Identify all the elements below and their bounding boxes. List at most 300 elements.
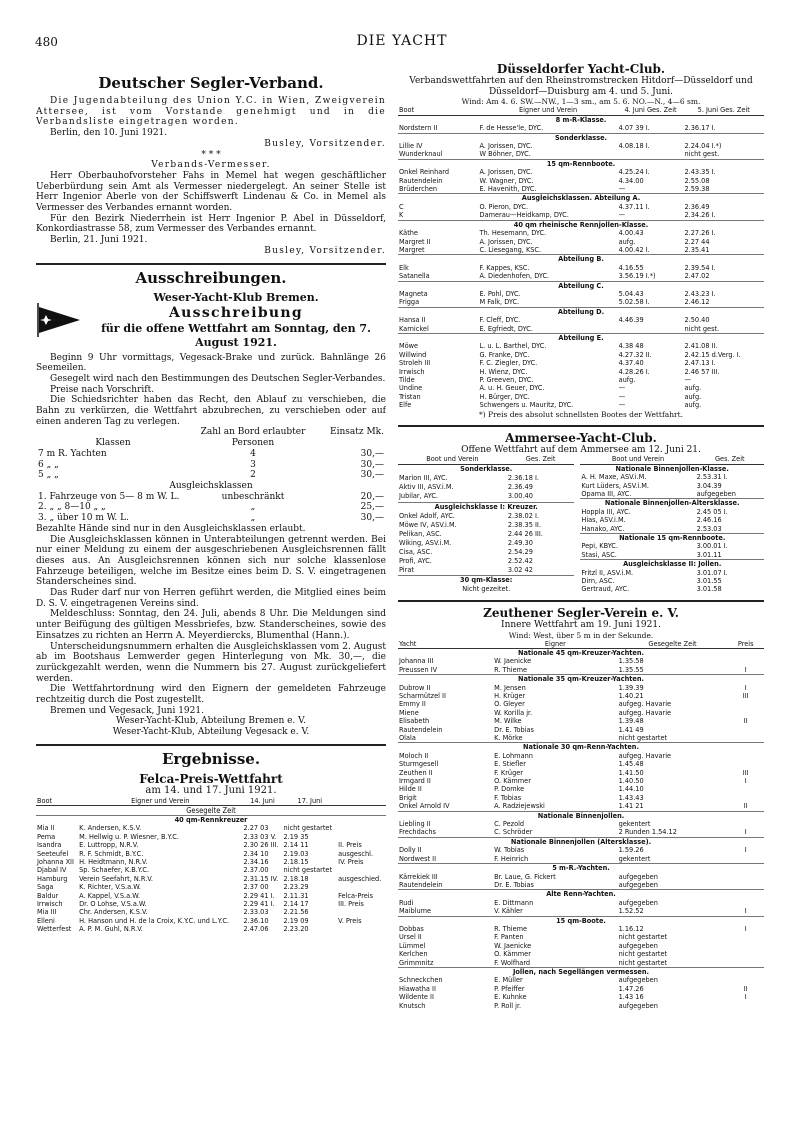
- aus-p5: Bezahlte Hände sind nur in den Ausgleichsklassen erlaubt.: [36, 523, 306, 534]
- section-label: Ausgleichsklassen. Abteilung A.: [398, 194, 764, 203]
- table-cell: 3.02 42: [507, 565, 533, 574]
- table-cell: [727, 881, 764, 890]
- table-row: [36, 925, 386, 933]
- table-cell: 2.41.08 II.: [684, 342, 718, 351]
- table-cell: A. u. H. Geuer, DYC.: [479, 384, 545, 393]
- table-cell: Undine: [399, 384, 423, 393]
- table-row: [398, 933, 764, 941]
- table-cell: R. F. Schmidt, B.Y.C.: [79, 849, 144, 858]
- table-cell: ausgeschied.: [338, 874, 382, 883]
- table-cell: 1.41.50: [618, 768, 644, 777]
- aus-p6: Die Ausgleichsklassen können in Unterabteilungen getrennt werden. Bei nur einer Meldung zu einem der ausgeschriebenen Ausgleichsrennen fällt dieses aus. An Ausgleichsrennen können sich nur solche klassenlose Fahrzeuge beteiligen, welche im Besitze eines beim D. S. V. eingetragenen Standerscheines sind.: [36, 534, 386, 588]
- section-row: [398, 220, 764, 229]
- table-cell: 2.29 41 I.: [243, 891, 275, 900]
- table-cell: Onkel Arnold IV: [399, 802, 450, 811]
- table-cell: 30,—: [360, 459, 384, 470]
- table-cell: Wetterfest: [37, 925, 72, 934]
- table-cell: Hansa II: [399, 316, 426, 325]
- aus-p4: Die Schiedsrichter haben das Recht, den Ablauf zu verschieben, die Bahn zu verkürzen, die Wettfahrt abzubrechen, zu verschieben oder auf einen anderen Tag zu verlegen.: [36, 395, 386, 427]
- table-cell: 2.19 35: [283, 832, 309, 841]
- zh3: Preis: [727, 640, 764, 649]
- table-cell: 2.36.10: [243, 916, 269, 925]
- section-row: [398, 115, 764, 124]
- table-cell: 4.08.18 I.: [618, 142, 650, 151]
- aus-t1: Ausschreibung: [169, 304, 303, 321]
- felca-title: Felca-Preis-Wettfahrt: [139, 771, 283, 786]
- h-boot: Boot: [36, 797, 78, 806]
- divider: [36, 744, 386, 746]
- table-cell: 2.19 09: [283, 916, 309, 925]
- section-row: [398, 967, 764, 976]
- dsv-sub: Verbands-Vermesser.: [151, 160, 271, 171]
- table-cell: 2.34 10: [243, 849, 269, 858]
- table-cell: Onkel Reinhard: [399, 168, 449, 177]
- table-cell: V. Kähler: [494, 907, 523, 916]
- table-cell: H. Wienz, DYC.: [479, 367, 528, 376]
- table-cell: Johanna III: [399, 657, 434, 666]
- table-cell: Baldur: [37, 891, 59, 900]
- table-cell: 1.43 16: [618, 993, 644, 1002]
- table-cell: 4.34.00: [618, 176, 644, 185]
- table-row: [580, 569, 764, 577]
- section-row: [398, 281, 764, 290]
- table-cell: H. Bürger, DYC.: [479, 392, 530, 401]
- table-cell: Karnickel: [399, 324, 429, 333]
- table-cell: 3.01.58: [696, 585, 722, 594]
- table-row: [580, 551, 764, 560]
- section-row: [398, 307, 764, 316]
- table-cell: 2.38.02 I.: [507, 511, 540, 520]
- table-row: [398, 734, 764, 743]
- table-cell: Chr. Andersen, K.S.V.: [79, 908, 148, 917]
- table-cell: Tristan: [399, 392, 421, 401]
- aus-s2: Weser-Yacht-Klub, Abteilung Vegesack e. V.: [112, 727, 310, 738]
- table-cell: Wiking, ASV.i.M.: [399, 538, 452, 547]
- table-row: [398, 342, 764, 350]
- zh2: Gesegelte Zeit: [618, 640, 728, 649]
- table-cell: Mia III: [37, 908, 57, 917]
- table-cell: Dr. O Lohse, V.S.a.W.: [79, 900, 147, 909]
- amm-rsec1: Nationale Binnenjollen-Klasse.: [580, 464, 764, 473]
- table-row: [398, 177, 764, 185]
- table-row: [398, 351, 764, 359]
- table-cell: 2.36.49: [684, 202, 710, 211]
- table-row: [36, 883, 386, 891]
- table-cell: Willwind: [399, 350, 427, 359]
- table-cell: —: [618, 185, 626, 194]
- table-cell: 25,—: [360, 502, 384, 513]
- table-cell: 2.43.23 I.: [684, 289, 716, 298]
- felca-table: [36, 797, 386, 934]
- table-row: [398, 684, 764, 692]
- table-cell: 2.47.13 I.: [684, 359, 716, 368]
- table-cell: Irmgard II: [399, 777, 431, 786]
- table-cell: nicht gest.: [684, 150, 720, 159]
- table-cell: Preussen IV: [399, 665, 438, 674]
- table-cell: Hiawatha II: [399, 984, 436, 993]
- table-cell: Knutsch: [399, 1001, 426, 1010]
- table-cell: 3.00.01 I.: [696, 542, 728, 551]
- table-cell: 2 Runden 1.54.12: [618, 828, 677, 837]
- table-cell: 1.44.10: [618, 785, 644, 794]
- table-cell: „: [250, 502, 256, 513]
- table-cell: 1.45.48: [618, 760, 644, 769]
- table-cell: aufgeg. Havarie: [618, 708, 672, 717]
- section-label: 40 qm rheinische Rennjollen-Klasse.: [398, 220, 764, 229]
- table-cell: I: [744, 665, 747, 674]
- dsv-sig2: Busley, Vorsitzender.: [264, 245, 386, 256]
- table-cell: [727, 734, 764, 743]
- table-cell: F. Heinrich: [494, 854, 529, 863]
- aus-title: Ausschreibungen.: [135, 268, 287, 287]
- table-cell: Brüderchen: [399, 185, 438, 194]
- table-cell: L. u. L. Barthel, DYC.: [479, 342, 547, 351]
- table-cell: 2.53.03: [696, 524, 722, 533]
- table-cell: K. Mörke: [494, 734, 523, 742]
- table-cell: aufgeg. Havarie: [618, 751, 672, 760]
- table-cell: [337, 833, 386, 841]
- amm-rsec4: Ausgleichsklasse II: Jollen.: [580, 560, 764, 569]
- table-cell: nicht gestartet: [618, 734, 668, 742]
- table-cell: 4.28.26 I.: [618, 367, 650, 376]
- table-row: [36, 858, 386, 866]
- table-cell: 4.16.55: [618, 263, 644, 272]
- section-row: [398, 743, 764, 752]
- h-17: 17. Juni: [283, 797, 338, 806]
- table-row: [398, 709, 764, 717]
- table-row: [580, 542, 764, 550]
- table-row: [36, 875, 386, 883]
- table-cell: [727, 760, 764, 768]
- table-cell: 2.18.18: [283, 874, 309, 883]
- table-cell: C: [399, 202, 404, 211]
- table-row: [398, 168, 764, 176]
- table-cell: E. Dittmann: [494, 898, 534, 907]
- table-cell: 2.14 17: [283, 900, 309, 909]
- table-cell: Djabal IV: [37, 866, 67, 875]
- table-cell: 2.47.02: [684, 272, 710, 281]
- table-cell: Lümmel: [399, 941, 426, 950]
- table-cell: 4.38 48: [618, 342, 644, 351]
- table-cell: P. Greeven, DYC.: [479, 376, 534, 384]
- page-number: 480: [35, 35, 58, 49]
- table-row: [398, 483, 574, 492]
- table-row: [36, 470, 386, 481]
- section-row: [398, 864, 764, 873]
- dh-boot: Boot: [398, 106, 479, 115]
- table-cell: 1.40.50: [618, 777, 644, 786]
- dsv-p2: Herr Oberbauhofvorsteher Fahs in Memel hat wegen geschäftlicher Ueberbürdung sein Amt als Vermesser niedergelegt. An seiner Stelle ist Herr Ingenior Aberle von der Schiffswerft Lindenau & Co. in Memel als Vermesser des Verbandes ernannt worden.: [36, 170, 386, 214]
- table-cell: G. Franke, DYC.: [479, 350, 530, 359]
- table-row: [398, 290, 764, 298]
- table-cell: Hamburg: [37, 874, 68, 883]
- table-cell: aufgegeben: [618, 1001, 658, 1010]
- table-cell: 2.19.03: [283, 849, 309, 858]
- table-cell: O. Kämmer: [494, 950, 531, 959]
- table-cell: 2.36.17 I.: [684, 124, 716, 133]
- table-cell: aufgegeben: [618, 941, 658, 950]
- aus-p3: Preise nach Vorschrift.: [50, 384, 155, 395]
- table-cell: Dr. E. Tobias: [494, 880, 534, 889]
- table-cell: W Böhner, DYC.: [479, 150, 531, 159]
- table-row: [398, 752, 764, 760]
- ah3: Ges. Zeit: [696, 455, 764, 464]
- table-cell: I: [744, 993, 747, 1002]
- table-row: [580, 525, 764, 534]
- table-row: [580, 585, 764, 593]
- classes-table: [36, 427, 386, 523]
- table-cell: [337, 908, 386, 916]
- table-row: [398, 557, 574, 566]
- table-row: [36, 460, 386, 471]
- table-cell: 2.46.12: [684, 298, 710, 307]
- dus-wind: Wind: Am 4. 6. SW.—NW., 1—3 sm., am 5. 6. NO.—N., 4—6 sm.: [461, 97, 701, 107]
- table-cell: Frigga: [399, 298, 420, 307]
- table-cell: Moloch II: [399, 751, 429, 760]
- aus-p11: Bremen und Vegesack, Juni 1921.: [50, 705, 204, 716]
- table-cell: nicht gestartet: [618, 950, 668, 959]
- table-cell: Damerau—Heidkamp, DYC.: [479, 211, 569, 220]
- section-row: [398, 194, 764, 203]
- table-cell: III: [742, 768, 749, 777]
- table-cell: Isandra: [37, 841, 62, 850]
- table-cell: nicht gest.: [684, 324, 720, 333]
- table-cell: 1.35.55: [618, 665, 644, 674]
- table-cell: Hilde II: [399, 785, 422, 794]
- table-cell: 5.02.58 I.: [618, 298, 650, 307]
- section-label: Abteilung C.: [398, 281, 764, 290]
- table-cell: 5 „ „: [38, 470, 59, 481]
- table-cell: [618, 325, 684, 334]
- table-cell: Pepi, KBYC.: [581, 542, 618, 551]
- table-row: [398, 325, 764, 334]
- table-cell: 5.04.43: [618, 289, 644, 298]
- table-cell: P. Domke: [494, 785, 525, 794]
- section-row: [398, 837, 764, 846]
- table-cell: W. Wagner, DYC.: [479, 176, 534, 185]
- table-cell: 3. „ über 10 m W. L.: [38, 513, 129, 524]
- section-label: Abteilung E.: [398, 333, 764, 342]
- aus-p2: Gesegelt wird nach den Bestimmungen des Deutschen Segler-Verbandes.: [50, 373, 386, 384]
- table-cell: 1.41 21: [618, 802, 644, 811]
- table-cell: Dr. E. Tobias: [494, 725, 534, 734]
- table-cell: C. Pezold: [494, 820, 525, 829]
- table-row: [398, 474, 574, 483]
- table-cell: 2.46.16: [696, 516, 722, 525]
- table-cell: 2.52.42: [507, 556, 533, 565]
- table-cell: W. Jaenicke: [494, 941, 532, 950]
- table-row: [36, 833, 386, 841]
- table-cell: M. Jensen: [494, 683, 526, 692]
- table-cell: 2.46 57 III.: [684, 367, 720, 376]
- table-cell: M Falk, DYC.: [479, 298, 520, 307]
- table-cell: E. Havenith, DYC.: [479, 185, 537, 194]
- table-cell: 2.27 03: [243, 824, 269, 833]
- section-row: [398, 811, 764, 820]
- table-row: [398, 246, 764, 255]
- table-row: [398, 512, 574, 521]
- table-cell: Liebling II: [399, 820, 431, 829]
- table-cell: 2.42.15 d.Verg. I.: [684, 350, 741, 359]
- table-cell: II: [743, 717, 748, 726]
- section-label: Abteilung D.: [398, 307, 764, 316]
- table-cell: Wunderknaul: [399, 150, 443, 159]
- table-cell: A. H. Maxe, ASV.i.M.: [581, 473, 647, 482]
- table-cell: aufgegeben: [618, 898, 658, 907]
- table-cell: Hoppla III, AYC.: [581, 507, 631, 516]
- table-cell: Rautendelein: [399, 725, 443, 734]
- table-cell: 2.36.18 I.: [507, 474, 540, 483]
- table-cell: [727, 700, 764, 708]
- table-cell: O. Kämmer: [494, 777, 531, 786]
- table-cell: [727, 752, 764, 760]
- dsv-sig1: Busley, Vorsitzender.: [264, 138, 386, 149]
- table-cell: III: [742, 691, 749, 700]
- table-cell: 2.35.41: [684, 245, 710, 254]
- table-cell: 1.39.39: [618, 683, 644, 692]
- table-cell: [727, 785, 764, 793]
- table-row: [398, 492, 574, 502]
- table-cell: F. C. Ziegler, DYC.: [479, 359, 538, 368]
- aus-s1: Weser-Yacht-Klub, Abteilung Bremen e. V.: [116, 716, 306, 727]
- dsv-stars: * * *: [201, 149, 221, 160]
- table-cell: E. Kuhnke: [494, 993, 527, 1002]
- table-cell: 2.50.40: [684, 316, 710, 325]
- section-row: [398, 159, 764, 168]
- table-cell: 1.52.52: [618, 907, 644, 916]
- table-cell: 3.01.07 I.: [696, 568, 728, 577]
- table-cell: 2.21.56: [283, 908, 309, 917]
- table-row: [398, 828, 764, 837]
- section-row: [398, 648, 764, 657]
- table-cell: 2.27.26 I.: [684, 229, 716, 238]
- section-label: 5 m-R.-Yachten.: [398, 864, 764, 873]
- table-cell: Stasi, ASC.: [581, 550, 617, 559]
- table-cell: [337, 883, 386, 891]
- erg-title: Ergebnisse.: [161, 749, 261, 768]
- table-cell: nicht gestartet: [283, 824, 333, 833]
- table-cell: 2.34.26 I.: [684, 211, 716, 220]
- table-cell: 2.23.29: [283, 883, 309, 892]
- table-cell: 2.59.38: [684, 185, 710, 194]
- table-cell: nicht gestartet: [618, 958, 668, 967]
- table-cell: 2.37 00: [243, 883, 269, 892]
- table-cell: —: [684, 376, 692, 384]
- table-cell: [727, 657, 764, 665]
- table-row: [398, 873, 764, 881]
- table-cell: 3.01.55: [696, 577, 722, 586]
- table-cell: Verein Seefahrt, N.R.V.: [79, 874, 153, 883]
- table-cell: I: [744, 777, 747, 786]
- table-row: [398, 802, 764, 811]
- aus-p9: Unterscheidungsnummern erhalten die Ausgleichsklassen vom 2. August ab im Bootshaus Lemwerder gegen Hinterlegung von Mk. 30,—, die zurückgezahlt werden, wenn die Nummern bis 27. August zurückgeliefert werden.: [36, 641, 386, 684]
- table-cell: A. Jorissen, DYC.: [479, 168, 533, 177]
- table-cell: 3.01.11: [696, 550, 722, 559]
- table-row: [398, 185, 764, 194]
- dh-4: 4. Juni Ges. Zeit: [618, 106, 684, 115]
- table-cell: Mia II: [37, 824, 55, 833]
- burgee-flag-icon: [36, 303, 82, 337]
- table-cell: 4.37.11 I.: [618, 202, 650, 211]
- table-cell: Kurt Lüders, ASV.i.M.: [581, 481, 649, 490]
- table-cell: 2.43.35 I.: [684, 168, 716, 177]
- table-cell: [727, 855, 764, 864]
- table-row: [36, 866, 386, 874]
- table-cell: Elisabeth: [399, 717, 430, 726]
- table-row: [398, 985, 764, 993]
- table-cell: 2.14 11: [283, 841, 309, 850]
- table-cell: K: [399, 211, 404, 220]
- table-cell: 1.35.58: [618, 657, 644, 666]
- aus-p10: Die Wettfahrtordnung wird den Eignern der gemeldeten Fahrzeuge rechtzeitig durch die Post zugestellt.: [36, 684, 386, 706]
- divider: [398, 600, 764, 602]
- table-row: [398, 993, 764, 1001]
- table-cell: F. Panten: [494, 933, 524, 942]
- table-cell: W. Jaenicke: [494, 657, 532, 666]
- table-cell: —: [618, 211, 626, 220]
- table-cell: Dubrow II: [399, 683, 431, 692]
- table-cell: Lillie IV: [399, 142, 423, 151]
- table-row: [398, 530, 574, 539]
- page-header: [35, 35, 769, 55]
- table-row: [398, 211, 764, 220]
- table-cell: 1.59.26: [618, 846, 644, 855]
- table-cell: [727, 933, 764, 941]
- table-row: [580, 473, 764, 481]
- table-cell: 3.56.19 I.*): [618, 272, 656, 281]
- table-row: [398, 238, 764, 246]
- table-cell: Seeteufel: [37, 849, 69, 858]
- table-row: [580, 508, 764, 516]
- table-cell: aufg.: [618, 376, 636, 384]
- section-label: Sonderklasse.: [398, 133, 764, 142]
- table-cell: 2.27 44: [684, 237, 710, 246]
- table-cell: Kerlchen: [399, 950, 428, 959]
- table-cell: I: [744, 683, 747, 692]
- table-cell: [727, 899, 764, 907]
- left-column: [36, 62, 386, 1122]
- table-cell: 4.46.39: [618, 316, 644, 325]
- table-row: [36, 900, 386, 908]
- table-cell: Br. Laue, G. Fickert: [494, 872, 556, 881]
- table-cell: A. Diedenhofen, DYC.: [479, 272, 550, 281]
- amm-right: [580, 455, 764, 594]
- section-row: [398, 890, 764, 899]
- table-cell: A. Jorissen, DYC.: [479, 237, 533, 246]
- section-label: Nationale 35 qm-Kreuzer-Yachten.: [398, 675, 764, 684]
- table-cell: Schneckchen: [399, 976, 443, 985]
- table-cell: Kärrekiek III: [399, 872, 438, 881]
- aus-head: [36, 291, 386, 350]
- table-cell: —: [618, 392, 626, 401]
- table-cell: Marion III, AYC.: [399, 474, 448, 483]
- table-cell: F. Krüger: [494, 768, 523, 777]
- table-cell: Nordwest II: [399, 854, 437, 863]
- table-cell: 7 m R. Yachten: [38, 448, 107, 459]
- table-cell: [727, 950, 764, 958]
- table-row: [398, 666, 764, 675]
- aus-club: Weser-Yacht-Klub Bremen.: [153, 290, 319, 304]
- table-row: [398, 150, 764, 159]
- table-row: [36, 908, 386, 916]
- table-cell: [727, 873, 764, 881]
- table-cell: III. Preis: [338, 900, 364, 909]
- table-row: [398, 925, 764, 933]
- table-cell: Aktiv III, ASV.i.M.: [399, 483, 454, 492]
- table-cell: II. Preis: [338, 841, 362, 850]
- table-cell: 4.07 39 I.: [618, 124, 650, 133]
- table-cell: Elleni: [37, 916, 55, 925]
